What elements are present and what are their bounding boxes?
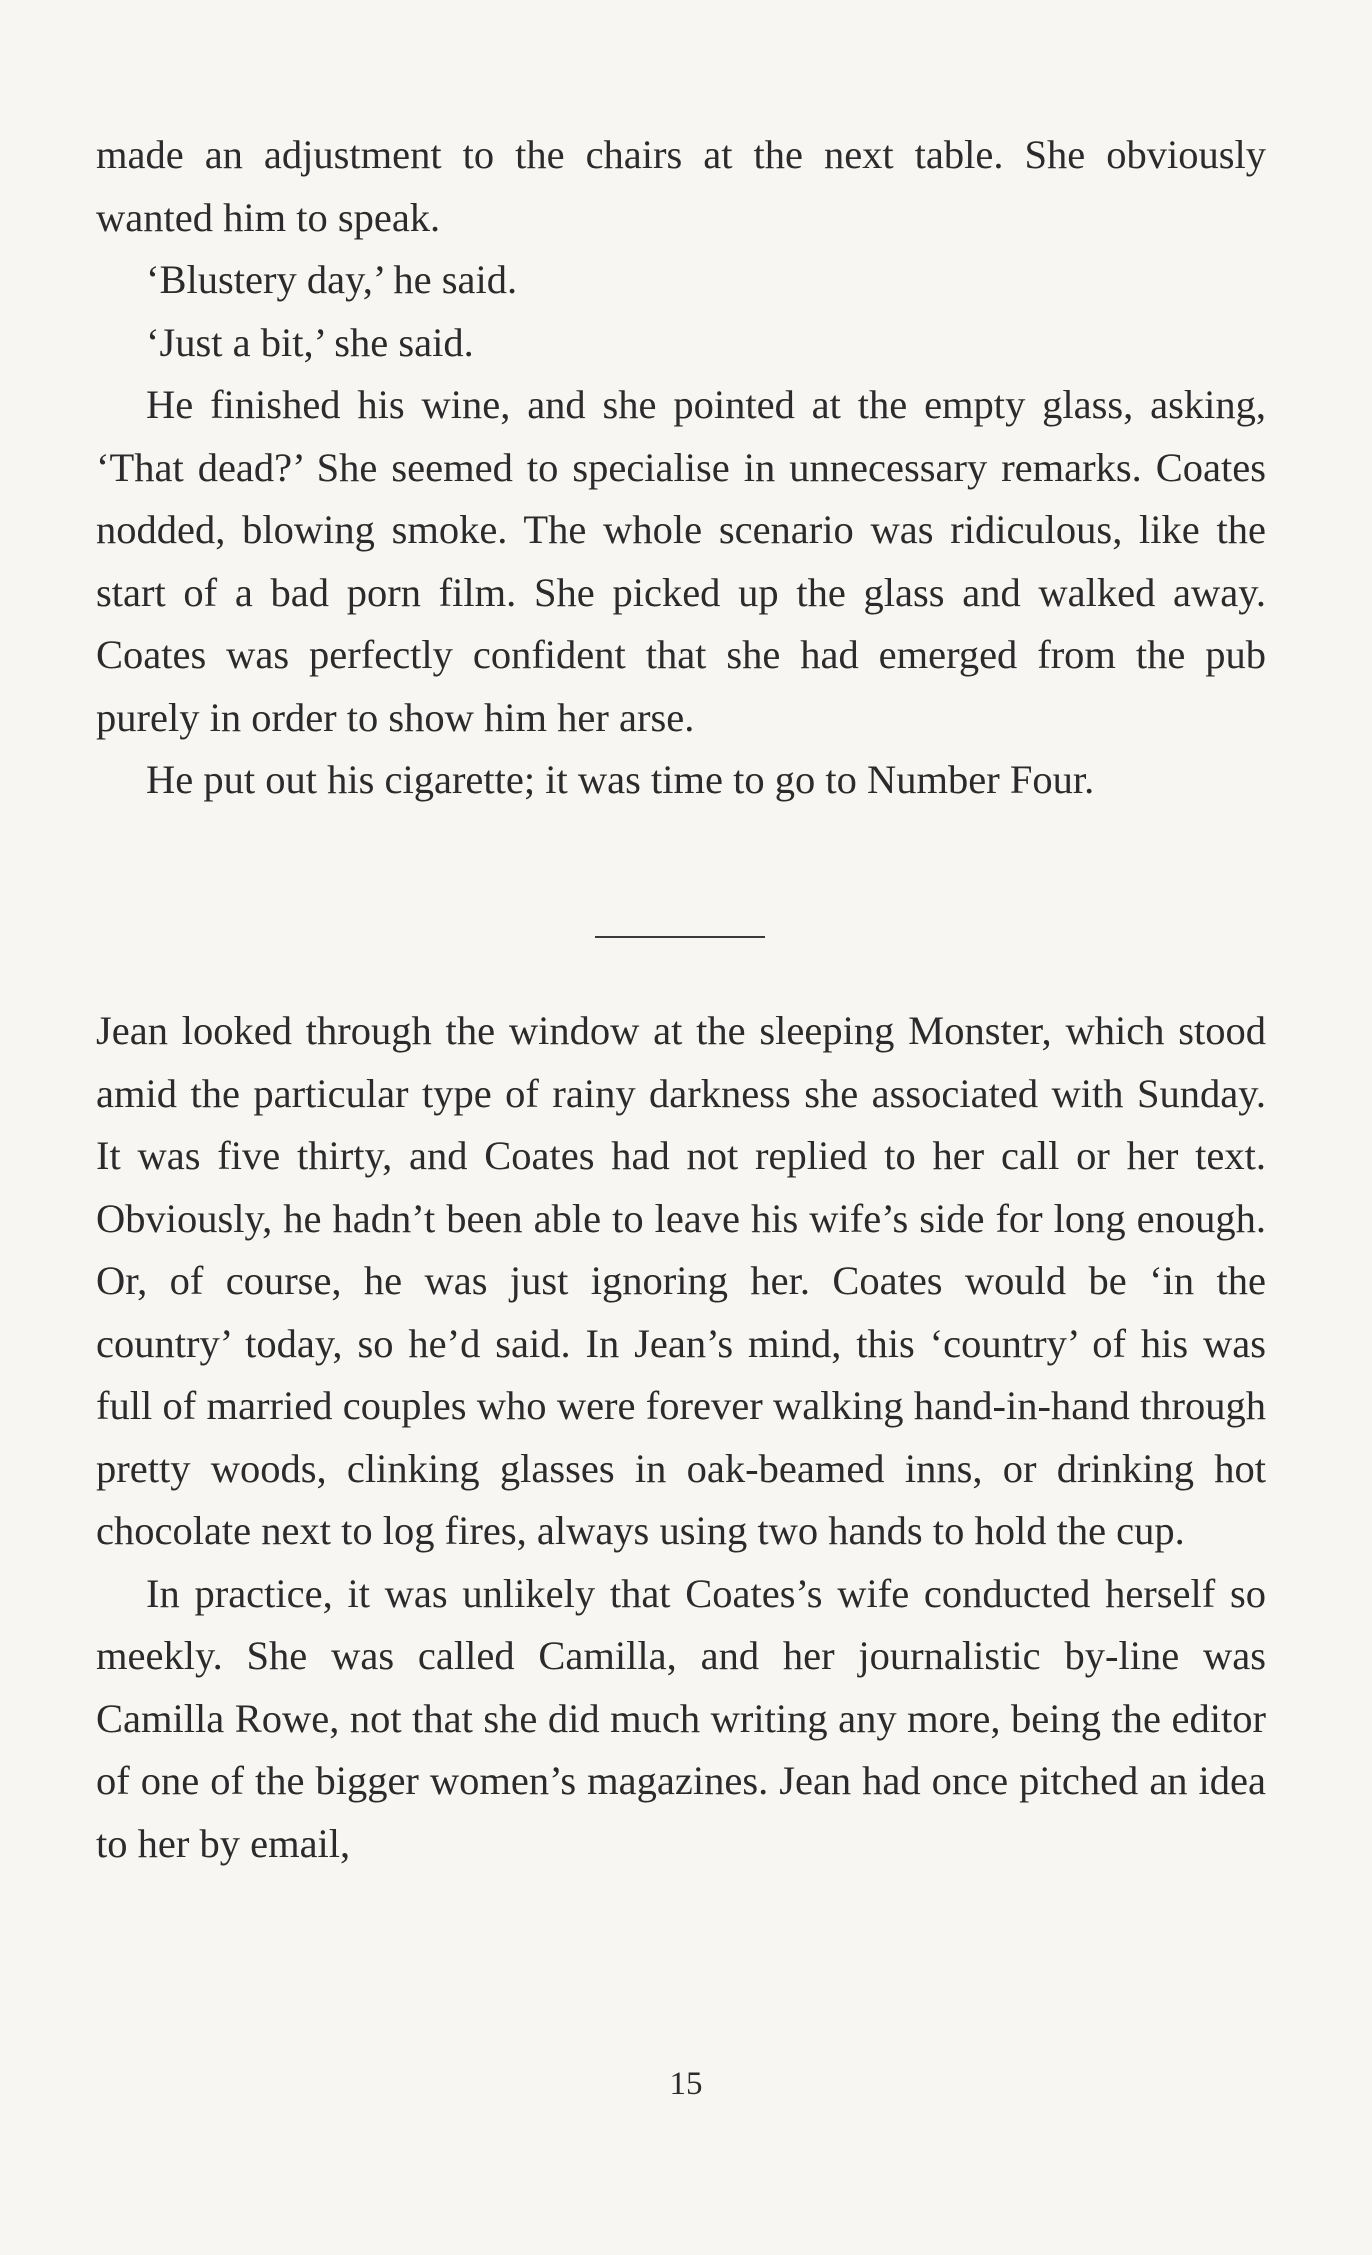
paragraph: ‘Blustery day,’ he said. — [146, 257, 518, 302]
paragraph: made an adjustment to the chairs at the next table. She obviously wanted him to speak. — [96, 132, 1266, 240]
paragraph: He put out his cigarette; it was time to go to Number Four. — [146, 757, 1095, 802]
section-divider — [595, 936, 765, 938]
page-number: 15 — [669, 2066, 703, 2102]
paragraph: He finished his wine, and she pointed at the empty glass, asking, ‘That dead?’ She seemed to specialise in unnecessary remarks. Coates nodded, blowing smoke. The whole scenario was ridiculous, like the start of a bad porn film. She picked up the glass and walked away. Coates was perfectly confident that she had emerged from the pub purely in order to show him her arse. — [96, 382, 1266, 740]
paragraph: In practice, it was unlikely that Coates’s wife conducted herself so meekly. She was called Camilla, and her journalistic by-line was Camilla Rowe, not that she did much writing any more, being the editor of one of the bigger women’s magazines. Jean had once pitched an idea to her by email, — [96, 1570, 1266, 1866]
paragraph: Jean looked through the window at the sleeping Monster, which stood amid the particular type of rainy darkness she associated with Sunday. It was five thirty, and Coates had not replied to her call or her text. Obviously, he hadn’t been able to leave his wife’s side for long enough. Or, of course, he was just ignoring her. Coates would be ‘in the country’ today, so he’d said. In Jean’s mind, this ‘country’ of his was full of married couples who were forever walking hand-in-hand through pretty woods, clinking glasses in oak-beamed inns, or drinking hot chocolate next to log fires, always using two hands to hold the cup. — [96, 1008, 1266, 1553]
section-2-text — [96, 1000, 1266, 1875]
paragraph: ‘Just a bit,’ she said. — [146, 319, 474, 365]
section-1-text — [96, 124, 1266, 812]
